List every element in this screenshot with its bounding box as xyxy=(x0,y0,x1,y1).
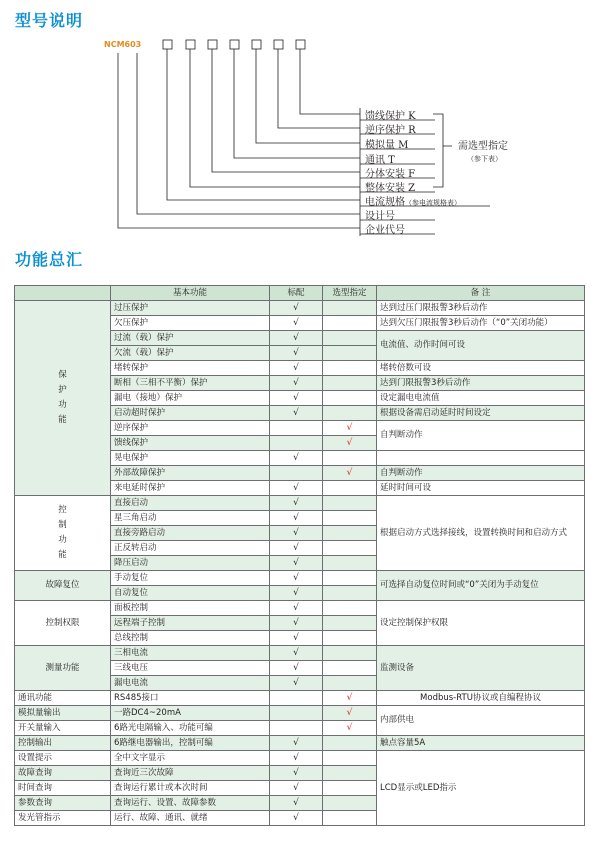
function-cell: 逆序保护 xyxy=(111,421,270,436)
function-cell: 欠压保护 xyxy=(111,316,270,331)
model-lines xyxy=(0,0,600,240)
function-cell: 漏电（接地）保护 xyxy=(111,391,270,406)
standard-check: √ xyxy=(270,496,323,511)
table-row xyxy=(15,706,585,721)
note-cell: 监测设备 xyxy=(377,646,585,691)
category-cell: 通讯功能 xyxy=(15,691,111,706)
standard-check: √ xyxy=(270,601,323,616)
function-cell: 外部故障保护 xyxy=(111,466,270,481)
note-cell: 堵转倍数可设 xyxy=(377,361,585,376)
option-cell xyxy=(323,541,377,556)
standard-check: √ xyxy=(270,361,323,376)
note-cell xyxy=(377,451,585,466)
note-cell: 根据设备需启动延时时间设定 xyxy=(377,406,585,421)
function-cell: 查询运行、设置、故障参数 xyxy=(111,796,270,811)
table-row xyxy=(15,301,585,316)
standard-check: √ xyxy=(270,316,323,331)
option-note: 需选型指定 xyxy=(458,141,508,152)
code-box xyxy=(274,40,283,49)
standard-check: √ xyxy=(270,406,323,421)
category-cell: 控制功能 xyxy=(15,496,111,571)
table-header-row xyxy=(15,286,585,301)
standard-check xyxy=(270,706,323,721)
model-label: 馈线保护 K xyxy=(365,111,416,122)
header-cell: 标配 xyxy=(270,286,323,301)
function-cell: 过压保护 xyxy=(111,301,270,316)
standard-check xyxy=(270,466,323,481)
option-cell xyxy=(323,481,377,496)
option-cell xyxy=(323,616,377,631)
function-cell: 启动超时保护 xyxy=(111,406,270,421)
category-cell: 发光管指示 xyxy=(15,811,111,826)
option-cell xyxy=(323,676,377,691)
function-cell: 远程端子控制 xyxy=(111,616,270,631)
section-title-model: 型号说明 xyxy=(15,11,84,30)
function-cell: 正反转启动 xyxy=(111,541,270,556)
table-row xyxy=(15,571,585,586)
option-cell xyxy=(323,751,377,766)
note-cell: LCD显示或LED指示 xyxy=(377,751,585,826)
option-check: √ xyxy=(323,721,377,736)
header-cell xyxy=(15,286,111,301)
category-cell: 故障查询 xyxy=(15,766,111,781)
model-diagram xyxy=(0,0,600,240)
model-label: 模拟量 M xyxy=(365,140,409,151)
function-cell: 晃电保护 xyxy=(111,451,270,466)
function-cell: 断相（三相不平衡）保护 xyxy=(111,376,270,391)
standard-check: √ xyxy=(270,616,323,631)
header-cell: 备 注 xyxy=(377,286,585,301)
standard-check: √ xyxy=(270,736,323,751)
standard-check: √ xyxy=(270,376,323,391)
function-cell: 6路继电器输出，控制可编 xyxy=(111,736,270,751)
option-subnote: （参下表） xyxy=(467,155,502,163)
category-cell: 测量功能 xyxy=(15,646,111,691)
option-check: √ xyxy=(323,706,377,721)
note-cell: 自判断动作 xyxy=(377,466,585,481)
option-cell xyxy=(323,781,377,796)
note-cell: 延时时间可设 xyxy=(377,481,585,496)
standard-check: √ xyxy=(270,766,323,781)
function-table xyxy=(14,285,585,826)
category-cell: 保护功能 xyxy=(15,301,111,496)
table-row xyxy=(15,496,585,511)
option-cell xyxy=(323,586,377,601)
standard-check: √ xyxy=(270,586,323,601)
standard-check: √ xyxy=(270,631,323,646)
note-cell: 内部供电 xyxy=(377,706,585,736)
function-cell: 查询运行累计或本次时间 xyxy=(111,781,270,796)
function-cell: 来电延时保护 xyxy=(111,481,270,496)
standard-check: √ xyxy=(270,301,323,316)
function-cell: 馈线保护 xyxy=(111,436,270,451)
option-cell xyxy=(323,406,377,421)
product-code: NCM603 xyxy=(104,40,142,49)
header-cell: 基本功能 xyxy=(111,286,270,301)
option-check: √ xyxy=(323,691,377,706)
code-box xyxy=(230,40,239,49)
category-cell: 控制权限 xyxy=(15,601,111,646)
category-cell: 模拟量输出 xyxy=(15,706,111,721)
option-cell xyxy=(323,631,377,646)
code-box xyxy=(296,40,305,49)
function-cell: 全中文字显示 xyxy=(111,751,270,766)
option-cell xyxy=(323,511,377,526)
note-cell: 达到门限报警3秒后动作 xyxy=(377,376,585,391)
category-cell: 开关量输入 xyxy=(15,721,111,736)
category-cell: 时间查询 xyxy=(15,781,111,796)
model-label: 电流规格（参电流规格表） xyxy=(365,197,461,208)
note-cell: 达到过压门限报警3秒后动作 xyxy=(377,301,585,316)
function-cell: 星三角启动 xyxy=(111,511,270,526)
standard-check: √ xyxy=(270,556,323,571)
standard-check: √ xyxy=(270,526,323,541)
standard-check: √ xyxy=(270,646,323,661)
function-cell: 降压启动 xyxy=(111,556,270,571)
option-cell xyxy=(323,811,377,826)
code-box xyxy=(186,40,195,49)
category-cell: 参数查询 xyxy=(15,796,111,811)
option-cell xyxy=(323,391,377,406)
model-label: 企业代号 xyxy=(365,225,405,236)
standard-check: √ xyxy=(270,481,323,496)
function-cell: RS485接口 xyxy=(111,691,270,706)
standard-check: √ xyxy=(270,661,323,676)
standard-check: √ xyxy=(270,781,323,796)
note-cell: Modbus-RTU协议或自编程协议 xyxy=(377,691,585,706)
function-cell: 手动复位 xyxy=(111,571,270,586)
function-cell: 查询近三次故障 xyxy=(111,766,270,781)
note-cell: 设定漏电电流值 xyxy=(377,391,585,406)
option-cell xyxy=(323,766,377,781)
note-cell: 达到欠压门限报警3秒后动作（“0”关闭功能） xyxy=(377,316,585,331)
function-cell: 漏电电流 xyxy=(111,676,270,691)
option-cell xyxy=(323,361,377,376)
function-cell: 欠流（载）保护 xyxy=(111,346,270,361)
table-row xyxy=(15,751,585,766)
standard-check: √ xyxy=(270,391,323,406)
code-box xyxy=(163,40,172,49)
function-cell: 自动复位 xyxy=(111,586,270,601)
standard-check: √ xyxy=(270,331,323,346)
option-cell xyxy=(323,451,377,466)
model-label: 逆序保护 R xyxy=(365,125,416,136)
function-cell: 一路DC4~20mA xyxy=(111,706,270,721)
option-cell xyxy=(323,331,377,346)
standard-check: √ xyxy=(270,346,323,361)
option-cell xyxy=(323,376,377,391)
option-cell xyxy=(323,346,377,361)
model-label: 通讯 T xyxy=(365,155,395,166)
note-cell: 设定控制保护权限 xyxy=(377,601,585,646)
model-label: 分体安装 F xyxy=(365,169,416,180)
function-cell: 6路光电隔输入、功能可编 xyxy=(111,721,270,736)
table-row xyxy=(15,601,585,616)
option-cell xyxy=(323,796,377,811)
table-row xyxy=(15,736,585,751)
function-cell: 运行、故障、通讯、就绪 xyxy=(111,811,270,826)
standard-check xyxy=(270,436,323,451)
note-cell: 可选择自动复位时间或“0”关闭为手动复位 xyxy=(377,571,585,601)
standard-check: √ xyxy=(270,451,323,466)
code-box xyxy=(208,40,217,49)
category-cell: 控制输出 xyxy=(15,736,111,751)
function-cell: 面板控制 xyxy=(111,601,270,616)
option-cell xyxy=(323,301,377,316)
function-cell: 直接启动 xyxy=(111,496,270,511)
section-title-functions: 功能总汇 xyxy=(15,250,84,269)
standard-check xyxy=(270,691,323,706)
function-cell: 堵转保护 xyxy=(111,361,270,376)
standard-check: √ xyxy=(270,541,323,556)
function-cell: 过流（载）保护 xyxy=(111,331,270,346)
option-cell xyxy=(323,646,377,661)
standard-check xyxy=(270,421,323,436)
model-label: 设计号 xyxy=(365,211,395,222)
standard-check: √ xyxy=(270,676,323,691)
option-check: √ xyxy=(323,466,377,481)
code-box xyxy=(252,40,261,49)
standard-check: √ xyxy=(270,511,323,526)
option-cell xyxy=(323,316,377,331)
option-cell xyxy=(323,556,377,571)
option-cell xyxy=(323,571,377,586)
note-cell: 自判断动作 xyxy=(377,421,585,451)
option-check: √ xyxy=(323,436,377,451)
standard-check xyxy=(270,721,323,736)
model-label: 整体安装 Z xyxy=(365,183,416,194)
option-cell xyxy=(323,736,377,751)
standard-check: √ xyxy=(270,796,323,811)
option-check: √ xyxy=(323,421,377,436)
table-row xyxy=(15,646,585,661)
note-cell: 触点容量5A xyxy=(377,736,585,751)
option-cell xyxy=(323,601,377,616)
function-cell: 直接旁路启动 xyxy=(111,526,270,541)
note-cell: 根据启动方式选择接线，设置转换时间和启动方式 xyxy=(377,496,585,571)
standard-check: √ xyxy=(270,571,323,586)
table-row xyxy=(15,691,585,706)
header-cell: 选型指定 xyxy=(323,286,377,301)
option-cell xyxy=(323,526,377,541)
function-cell: 三相电流 xyxy=(111,646,270,661)
standard-check: √ xyxy=(270,751,323,766)
option-cell xyxy=(323,661,377,676)
category-cell: 设置提示 xyxy=(15,751,111,766)
note-cell: 电流值、动作时间可设 xyxy=(377,331,585,361)
category-cell: 故障复位 xyxy=(15,571,111,601)
standard-check: √ xyxy=(270,811,323,826)
option-cell xyxy=(323,496,377,511)
function-cell: 三线电压 xyxy=(111,661,270,676)
function-cell: 总线控制 xyxy=(111,631,270,646)
